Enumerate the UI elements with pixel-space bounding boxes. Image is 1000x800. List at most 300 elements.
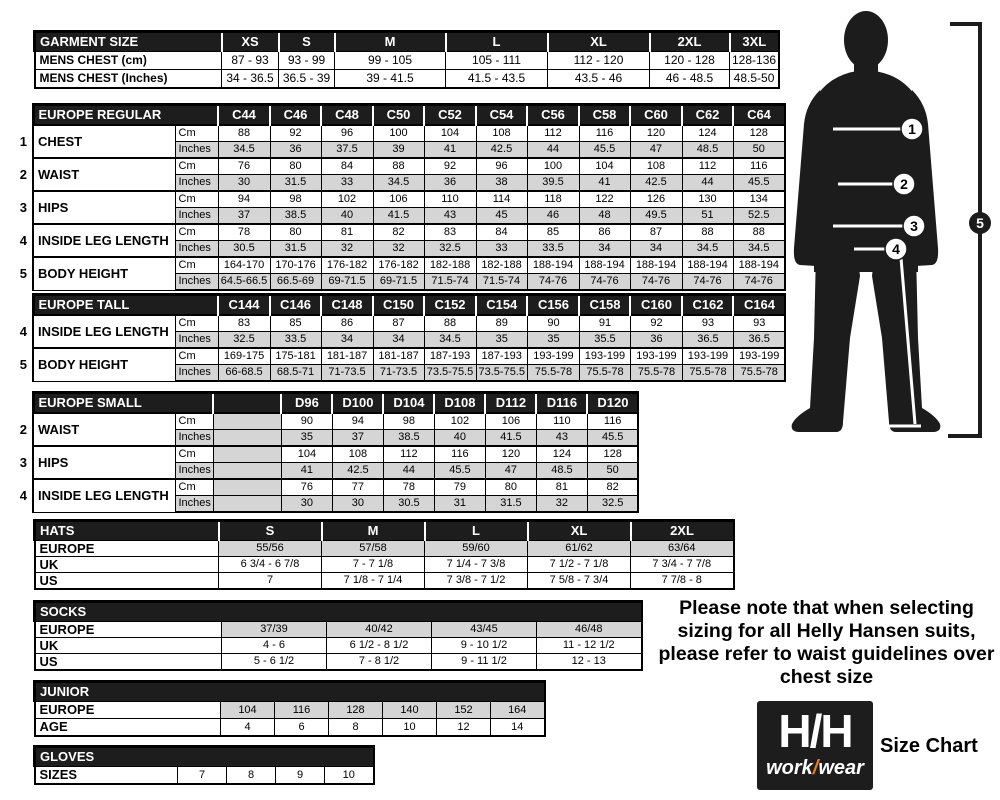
cell: 36 [630, 332, 682, 349]
cell: 44 [527, 142, 579, 159]
cell: 30 [281, 496, 332, 513]
cell: 87 [373, 315, 424, 332]
cell: 32.5 [218, 332, 270, 349]
cell: 116 [434, 446, 485, 463]
blank-cell [213, 479, 281, 496]
column-header: D104 [383, 393, 434, 414]
cell: 36 [270, 142, 321, 159]
cell: 32.5 [587, 496, 638, 513]
cell: 76 [218, 158, 270, 175]
table-row [35, 52, 780, 70]
unit-label: Cm [175, 315, 218, 332]
cell: 74-76 [527, 274, 579, 291]
cell: 42.5 [332, 463, 383, 480]
cell: 164-170 [218, 257, 270, 274]
cell: 112 [527, 125, 579, 142]
cell: 38.5 [270, 208, 321, 225]
cell: 37 [332, 430, 383, 447]
table-row [17, 315, 785, 332]
cell: 69-71.5 [373, 274, 424, 291]
cell: 14 [491, 719, 545, 737]
garment-size-table [33, 30, 780, 89]
cell: 108 [332, 446, 383, 463]
cell: 55/56 [219, 541, 322, 557]
cell: 104 [424, 125, 476, 142]
column-header: C146 [270, 295, 321, 316]
cell: 6 1/2 - 8 1/2 [327, 638, 432, 654]
cell: 112 [383, 446, 434, 463]
cell: 7 [219, 573, 322, 590]
cell: 34.5 [424, 332, 476, 349]
table-row [35, 557, 734, 573]
cell: 93 [733, 315, 785, 332]
blank-header [213, 393, 281, 414]
row-label: EUROPE [35, 622, 222, 638]
table-row [35, 638, 642, 654]
cell: 88 [373, 158, 424, 175]
cell: 193-199 [527, 348, 579, 365]
cell: 34 [630, 241, 682, 258]
cell: 34.5 [733, 241, 785, 258]
cell: 88 [733, 224, 785, 241]
column-header: C144 [218, 295, 270, 316]
cell: 176-182 [321, 257, 373, 274]
cell: 43 [424, 208, 476, 225]
table-row [17, 348, 785, 365]
cell: 128 [329, 702, 383, 719]
socks-table [33, 600, 643, 671]
cell: 7 1/2 - 7 1/8 [528, 557, 631, 573]
column-header: C58 [579, 105, 630, 126]
table-row [35, 70, 780, 89]
row-label: SIZES [35, 767, 178, 785]
cell: 182-188 [476, 257, 527, 274]
row-number: 3 [19, 455, 27, 470]
cell: 35 [281, 430, 332, 447]
cell: 36.5 [682, 332, 733, 349]
cell: 193-199 [682, 348, 733, 365]
cell: 68.5-71 [270, 365, 321, 382]
marker-3-number: 3 [910, 218, 918, 234]
cell: 75.5-78 [733, 365, 785, 382]
row-number-gutter [17, 295, 33, 316]
cell: 86 [321, 315, 373, 332]
cell: 120 - 128 [650, 52, 730, 70]
cell: 66-68.5 [218, 365, 270, 382]
row-label: BODY HEIGHT [33, 257, 175, 290]
cell: 12 - 13 [537, 654, 642, 671]
unit-label: Cm [175, 479, 213, 496]
cell: 71.5-74 [424, 274, 476, 291]
cell: 66.5-69 [270, 274, 321, 291]
row-number: 4 [19, 488, 27, 503]
cell: 9 - 10 1/2 [432, 638, 537, 654]
cell: 92 [630, 315, 682, 332]
cell: 7 - 8 1/2 [327, 654, 432, 671]
cell: 84 [321, 158, 373, 175]
marker-1-number: 1 [908, 121, 916, 137]
cell: 193-199 [630, 348, 682, 365]
cell: 93 - 99 [279, 52, 335, 70]
cell: 104 [221, 702, 275, 719]
cell: 79 [434, 479, 485, 496]
table-row [17, 446, 638, 463]
cell: 188-194 [630, 257, 682, 274]
cell: 81 [321, 224, 373, 241]
unit-label: Inches [175, 430, 213, 447]
table-title: EUROPE SMALL [33, 393, 213, 414]
cell: 193-199 [733, 348, 785, 365]
table-row [35, 573, 734, 590]
hats-table [33, 519, 735, 590]
cell: 40 [321, 208, 373, 225]
cell: 59/60 [425, 541, 528, 557]
table-title: GARMENT SIZE [35, 32, 222, 52]
cell: 48.5 [536, 463, 587, 480]
cell: 140 [383, 702, 437, 719]
cell: 102 [321, 191, 373, 208]
cell: 34 [373, 332, 424, 349]
cell: 31.5 [270, 241, 321, 258]
cell: 122 [579, 191, 630, 208]
cell: 100 [527, 158, 579, 175]
row-number: 5 [19, 266, 27, 281]
column-header: C52 [424, 105, 476, 126]
cell: 170-176 [270, 257, 321, 274]
cell: 89 [476, 315, 527, 332]
cell: 46 - 48.5 [650, 70, 730, 89]
column-header: M [335, 32, 446, 52]
row-label: HIPS [33, 446, 175, 479]
column-header: C46 [270, 105, 321, 126]
cell: 37/39 [222, 622, 327, 638]
cell: 92 [270, 125, 321, 142]
column-header: XL [528, 521, 631, 541]
column-header: D108 [434, 393, 485, 414]
cell: 7 [178, 767, 227, 785]
cell: 9 [276, 767, 325, 785]
unit-label: Cm [175, 446, 213, 463]
cell: 48.5-50 [730, 70, 780, 89]
column-header: D96 [281, 393, 332, 414]
europe-tall-table [17, 293, 786, 382]
cell: 46 [527, 208, 579, 225]
cell: 116 [587, 413, 638, 430]
column-header: C158 [579, 295, 630, 316]
cell: 85 [527, 224, 579, 241]
cell: 6 3/4 - 6 7/8 [219, 557, 322, 573]
table-row [35, 654, 642, 671]
column-header: XS [222, 32, 279, 52]
cell: 41 [424, 142, 476, 159]
cell: 7 3/8 - 7 1/2 [425, 573, 528, 590]
table-row [17, 479, 638, 496]
cell: 83 [218, 315, 270, 332]
column-header: D112 [485, 393, 536, 414]
blank-cell [213, 430, 281, 447]
cell: 78 [218, 224, 270, 241]
table-row [35, 702, 545, 719]
waist-guidelines-note: Please note that when selecting sizing for all Helly Hansen suits, please refer to waist guidelines over chest size [658, 597, 995, 688]
cell: 34 - 36.5 [222, 70, 279, 89]
cell: 134 [733, 191, 785, 208]
blank-cell [213, 496, 281, 513]
column-header: D116 [536, 393, 587, 414]
table-title: GLOVES [35, 747, 374, 767]
cell: 47 [630, 142, 682, 159]
cell: 73.5-75.5 [424, 365, 476, 382]
hh-logo-letters: H/H [778, 705, 852, 757]
row-label: WAIST [33, 158, 175, 191]
cell: 74-76 [733, 274, 785, 291]
cell: 32 [536, 496, 587, 513]
cell: 74-76 [682, 274, 733, 291]
cell: 39 [373, 142, 424, 159]
cell: 88 [218, 125, 270, 142]
cell: 41 [579, 175, 630, 192]
cell: 80 [270, 224, 321, 241]
table-title: JUNIOR [35, 682, 545, 702]
cell: 120 [485, 446, 536, 463]
cell: 50 [733, 142, 785, 159]
cell: 41 [281, 463, 332, 480]
blank-cell [213, 413, 281, 430]
column-header: D100 [332, 393, 383, 414]
cell: 9 - 11 1/2 [432, 654, 537, 671]
table-row [17, 125, 785, 142]
cell: 45.5 [434, 463, 485, 480]
cell: 34 [321, 332, 373, 349]
cell: 112 [682, 158, 733, 175]
column-header: XL [548, 32, 650, 52]
cell: 187-193 [424, 348, 476, 365]
table-title: EUROPE TALL [33, 295, 218, 316]
cell: 85 [270, 315, 321, 332]
table-title: EUROPE REGULAR [33, 105, 218, 126]
cell: 128-136 [730, 52, 780, 70]
cell: 40/42 [327, 622, 432, 638]
unit-label: Inches [175, 175, 218, 192]
cell: 78 [383, 479, 434, 496]
cell: 6 [275, 719, 329, 737]
cell: 91 [579, 315, 630, 332]
cell: 32 [373, 241, 424, 258]
marker-5-number: 5 [976, 215, 984, 231]
cell: 31.5 [485, 496, 536, 513]
column-header: S [219, 521, 322, 541]
orange-bar: / [812, 757, 819, 779]
row-number: 2 [19, 422, 27, 437]
cell: 98 [383, 413, 434, 430]
cell: 43.5 - 46 [548, 70, 650, 89]
column-header: 2XL [650, 32, 730, 52]
table-row [17, 191, 785, 208]
cell: 34 [579, 241, 630, 258]
cell: 31 [434, 496, 485, 513]
cell: 181-187 [373, 348, 424, 365]
cell: 69-71.5 [321, 274, 373, 291]
cell: 87 - 93 [222, 52, 279, 70]
cell: 98 [270, 191, 321, 208]
cell: 57/58 [322, 541, 425, 557]
row-label: US [35, 654, 222, 671]
cell: 104 [579, 158, 630, 175]
cell: 124 [536, 446, 587, 463]
column-header: C44 [218, 105, 270, 126]
row-number: 5 [19, 357, 27, 372]
cell: 176-182 [373, 257, 424, 274]
cell: 37.5 [321, 142, 373, 159]
unit-label: Inches [175, 365, 218, 382]
row-number-gutter [17, 105, 33, 126]
cell: 7 5/8 - 7 3/4 [528, 573, 631, 590]
cell: 7 7/8 - 8 [631, 573, 734, 590]
blank-cell [213, 463, 281, 480]
cell: 82 [373, 224, 424, 241]
cell: 41.5 [485, 430, 536, 447]
row-label: US [35, 573, 219, 590]
cell: 50 [587, 463, 638, 480]
cell: 45.5 [733, 175, 785, 192]
cell: 152 [437, 702, 491, 719]
row-label: AGE [35, 719, 221, 737]
cell: 74-76 [630, 274, 682, 291]
cell: 36.5 - 39 [279, 70, 335, 89]
cell: 100 [373, 125, 424, 142]
cell: 8 [329, 719, 383, 737]
row-number: 4 [19, 324, 27, 339]
cell: 112 - 120 [548, 52, 650, 70]
cell: 5 - 6 1/2 [222, 654, 327, 671]
cell: 34.5 [682, 241, 733, 258]
cell: 41.5 [373, 208, 424, 225]
row-label: INSIDE LEG LENGTH [33, 479, 175, 512]
cell: 116 [579, 125, 630, 142]
europe-small-table [17, 391, 639, 513]
marker-4-number: 4 [892, 241, 900, 257]
column-header: L [446, 32, 548, 52]
cell: 39.5 [527, 175, 579, 192]
unit-label: Cm [175, 125, 218, 142]
cell: 44 [383, 463, 434, 480]
cell: 128 [587, 446, 638, 463]
cell: 87 [630, 224, 682, 241]
row-label: HIPS [33, 191, 175, 224]
cell: 116 [275, 702, 329, 719]
unit-label: Cm [175, 413, 213, 430]
cell: 48.5 [682, 142, 733, 159]
cell: 75.5-78 [630, 365, 682, 382]
cell: 92 [424, 158, 476, 175]
cell: 104 [281, 446, 332, 463]
row-label: INSIDE LEG LENGTH [33, 315, 175, 348]
column-header: C150 [373, 295, 424, 316]
column-header: L [425, 521, 528, 541]
cell: 114 [476, 191, 527, 208]
cell: 80 [270, 158, 321, 175]
cell: 33.5 [527, 241, 579, 258]
cell: 94 [218, 191, 270, 208]
blank-cell [213, 446, 281, 463]
cell: 74-76 [579, 274, 630, 291]
cell: 88 [424, 315, 476, 332]
column-header: C162 [682, 295, 733, 316]
cell: 39 - 41.5 [335, 70, 446, 89]
cell: 130 [682, 191, 733, 208]
cell: 90 [527, 315, 579, 332]
cell: 42.5 [630, 175, 682, 192]
table-row [35, 622, 642, 638]
cell: 124 [682, 125, 733, 142]
cell: 30 [332, 496, 383, 513]
cell: 110 [536, 413, 587, 430]
cell: 33.5 [270, 332, 321, 349]
row-label: UK [35, 557, 219, 573]
row-number: 2 [19, 167, 27, 182]
cell: 61/62 [528, 541, 631, 557]
unit-label: Cm [175, 158, 218, 175]
row-number: 3 [19, 200, 27, 215]
cell: 108 [476, 125, 527, 142]
unit-label: Cm [175, 348, 218, 365]
cell: 35.5 [579, 332, 630, 349]
cell: 106 [373, 191, 424, 208]
cell: 64.5-66.5 [218, 274, 270, 291]
cell: 106 [485, 413, 536, 430]
column-header: C154 [476, 295, 527, 316]
cell: 188-194 [527, 257, 579, 274]
cell: 108 [630, 158, 682, 175]
cell: 76 [281, 479, 332, 496]
column-header: 2XL [631, 521, 734, 541]
cell: 7 1/4 - 7 3/8 [425, 557, 528, 573]
cell: 110 [424, 191, 476, 208]
cell: 75.5-78 [527, 365, 579, 382]
cell: 41.5 - 43.5 [446, 70, 548, 89]
cell: 88 [682, 224, 733, 241]
cell: 38 [476, 175, 527, 192]
column-header: C156 [527, 295, 579, 316]
column-header: C148 [321, 295, 373, 316]
row-label: WAIST [33, 413, 175, 446]
cell: 71.5-74 [476, 274, 527, 291]
table-row [35, 541, 734, 557]
cell: 120 [630, 125, 682, 142]
cell: 182-188 [424, 257, 476, 274]
cell: 96 [321, 125, 373, 142]
cell: 80 [485, 479, 536, 496]
cell: 35 [476, 332, 527, 349]
cell: 7 1/8 - 7 1/4 [322, 573, 425, 590]
cell: 38.5 [383, 430, 434, 447]
cell: 51 [682, 208, 733, 225]
cell: 99 - 105 [335, 52, 446, 70]
cell: 128 [733, 125, 785, 142]
cell: 33 [321, 175, 373, 192]
unit-label: Cm [175, 257, 218, 274]
cell: 8 [227, 767, 276, 785]
table-title: SOCKS [35, 602, 642, 622]
cell: 169-175 [218, 348, 270, 365]
unit-label: Inches [175, 274, 218, 291]
column-header: D120 [587, 393, 638, 414]
unit-label: Inches [175, 142, 218, 159]
table-row [35, 767, 374, 785]
cell: 45.5 [579, 142, 630, 159]
column-header: C64 [733, 105, 785, 126]
column-header: C54 [476, 105, 527, 126]
unit-label: Inches [175, 496, 213, 513]
